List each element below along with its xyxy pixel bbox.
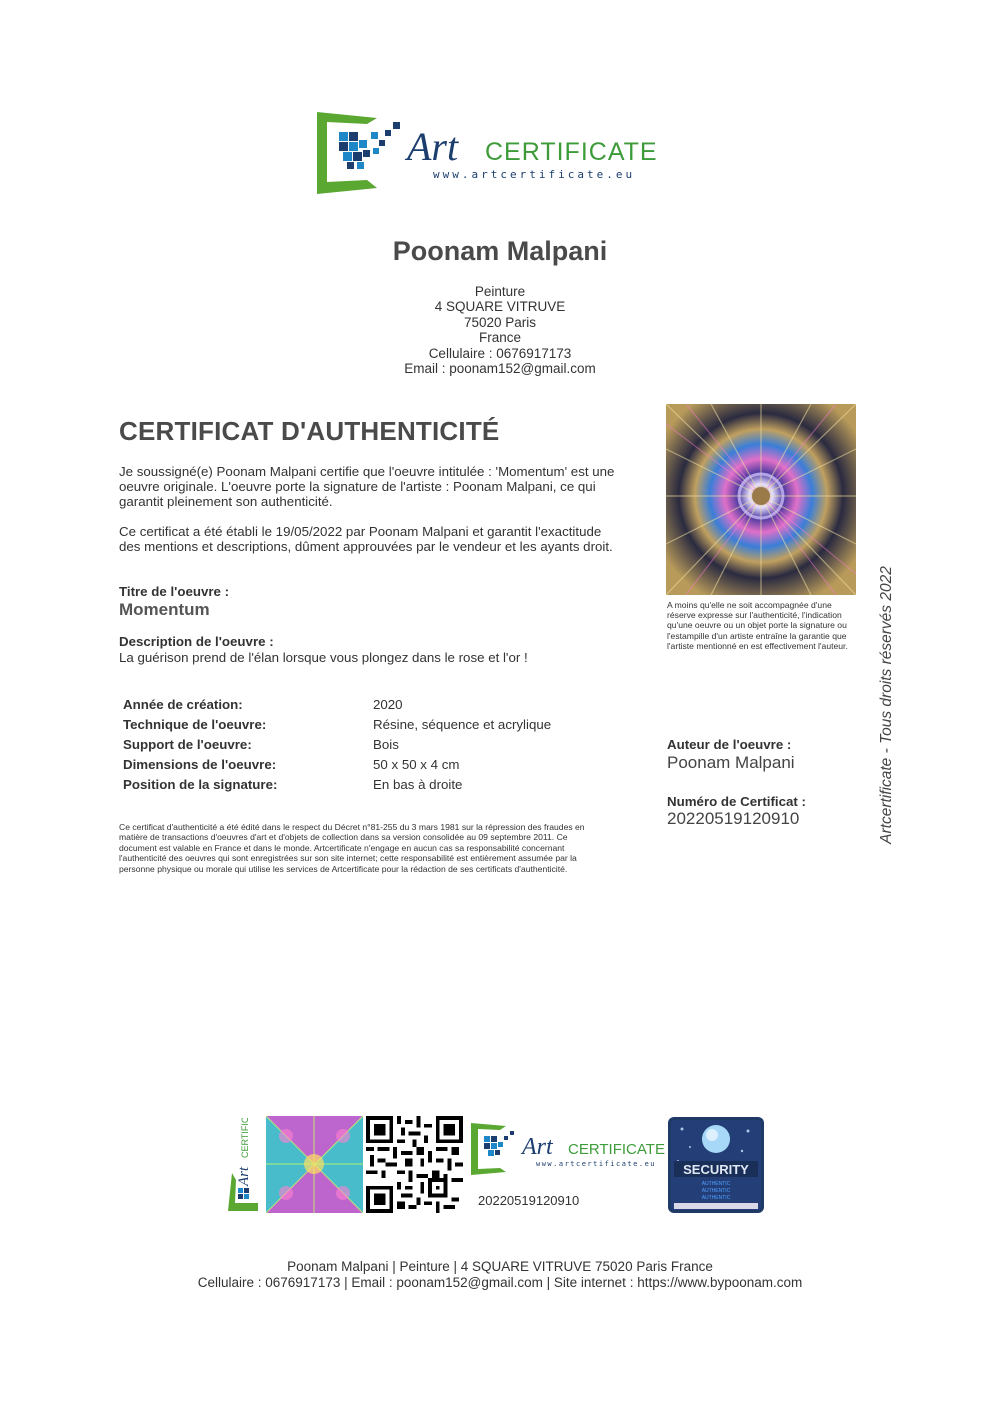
establishment-paragraph: Ce certificat a été établi le 19/05/2022 par Poonam Malpani et garantit l'exactitude des mentions et descriptions, dûment approuvées par le vendeur et les ayants droit.	[119, 524, 613, 554]
detail-value: Bois	[373, 737, 399, 752]
detail-value: 50 x 50 x 4 cm	[373, 757, 460, 772]
artwork-description-label: Description de l'oeuvre :	[119, 634, 274, 649]
art-certificate-logo	[315, 110, 660, 196]
artwork-title-label: Titre de l'oeuvre :	[119, 584, 230, 599]
artist-city: 75020 Paris	[463, 314, 537, 330]
author-name: Poonam Malpani	[667, 753, 795, 772]
artist-address: 4 SQUARE VITRUVE	[434, 299, 566, 315]
detail-label: Position de la signature:	[123, 777, 278, 792]
artist-country: France	[478, 330, 522, 346]
detail-row-support	[123, 737, 583, 757]
strip-certificate-number: 20220519120910	[478, 1193, 580, 1208]
artwork-title: Momentum	[119, 600, 210, 619]
artwork-pattern-image	[266, 1116, 363, 1213]
detail-label: Dimensions de l'oeuvre:	[123, 757, 277, 772]
certificate-title: CERTIFICAT D'AUTHENTICITÉ	[119, 416, 500, 446]
footer-contact-line-2: Cellulaire : 0676917173 | Email : poonam152@gmail.com | Site internet : https://www.bypoonam.com	[197, 1275, 803, 1290]
svg-text:Art: Art	[236, 1166, 252, 1186]
detail-label: Année de création:	[123, 697, 243, 712]
detail-row-dimensions	[123, 757, 583, 777]
detail-value: Résine, séquence et acrylique	[373, 717, 552, 732]
detail-row-year	[123, 697, 583, 717]
detail-label: Technique de l'oeuvre:	[123, 717, 267, 732]
detail-label: Support de l'oeuvre:	[123, 737, 252, 752]
artwork-image	[666, 404, 856, 595]
svg-text:CERTIFICATE: CERTIFICATE	[568, 1141, 665, 1158]
artist-email: Email : poonam152@gmail.com	[404, 361, 596, 377]
artist-discipline: Peinture	[474, 284, 526, 299]
legal-notice: Ce certificat d'authenticité a été édité dans le respect du Décret n°81-255 du 3 mars 1981 sur la répression des fraudes en matière de transactions d'oeuvres d'art et d'objets de collection dans sa version consolidée au 09 septembre 2011. Ce document est valable en France et dans le monde. Artcertificate n'engage en aucun cas sa responsabilité concernant l'authenticité des oeuvres qui sont enregistrées sur son site internet; cette responsabilité est entièrement assumée par la personne physique ou morale qui utilise les services de Artcertificate pour la rédaction de ses certificats d'authenticité.	[119, 822, 585, 874]
certificate-number-label: Numéro de Certificat :	[667, 794, 806, 809]
svg-text:AUTHENTIC: AUTHENTIC	[701, 1195, 731, 1201]
art-certificate-logo-small	[470, 1122, 666, 1177]
rights-notice-container	[875, 555, 905, 855]
artwork-description: La guérison prend de l'élan lorsque vous plongez dans le rose et l'or !	[119, 650, 528, 665]
svg-text:Art: Art	[522, 1134, 553, 1160]
security-badge-text: SECURITY	[683, 1162, 749, 1177]
rights-notice: Artcertificate - Tous droits réservés 2022	[878, 566, 895, 844]
authenticity-caption: A moins qu'elle ne soit accompagnée d'une réserve expresse sur l'authenticité, l'indication qu'une oeuvre ou un objet porte la signature ou l'estampille d'un artiste entraîne la garantie que l'artiste mentionné en est effectivement l'auteur.	[667, 600, 848, 651]
footer-contact-line-1: Poonam Malpani | Peinture | 4 SQUARE VITRUVE 75020 Paris France	[287, 1259, 713, 1274]
logo-art-text: Art	[407, 124, 459, 169]
security-badge	[668, 1117, 764, 1213]
certificate-number: 20220519120910	[667, 809, 800, 828]
detail-row-signature	[123, 777, 583, 797]
artwork-details-table	[123, 697, 583, 797]
artist-name: Poonam Malpani	[392, 236, 608, 266]
logo-certificate-text: CERTIFICATE	[485, 138, 658, 166]
svg-text:www.artcertificate.eu: www.artcertificate.eu	[536, 1160, 657, 1168]
author-label: Auteur de l'oeuvre :	[667, 737, 792, 752]
logo-url-text: www.artcertificate.eu	[433, 168, 636, 181]
svg-text:AUTHENTIC: AUTHENTIC	[701, 1188, 731, 1194]
artist-info	[0, 284, 1000, 376]
detail-value: En bas à droite	[373, 777, 463, 792]
artist-phone: Cellulaire : 0676917173	[428, 345, 572, 361]
svg-text:AUTHENTIC: AUTHENTIC	[701, 1181, 731, 1187]
detail-row-technique	[123, 717, 583, 737]
qr-code[interactable]	[366, 1116, 463, 1213]
svg-text:CERTIFICATE: CERTIFICATE	[240, 1118, 250, 1158]
certification-paragraph: Je soussigné(e) Poonam Malpani certifie que l'oeuvre intitulée : 'Momentum' est une oeuvre originale. L'oeuvre porte la signature de l'artiste : Poonam Malpani, ce qui garantit pleinement son authenticité.	[119, 464, 615, 509]
detail-value: 2020	[373, 697, 403, 712]
vertical-logo	[226, 1118, 260, 1213]
